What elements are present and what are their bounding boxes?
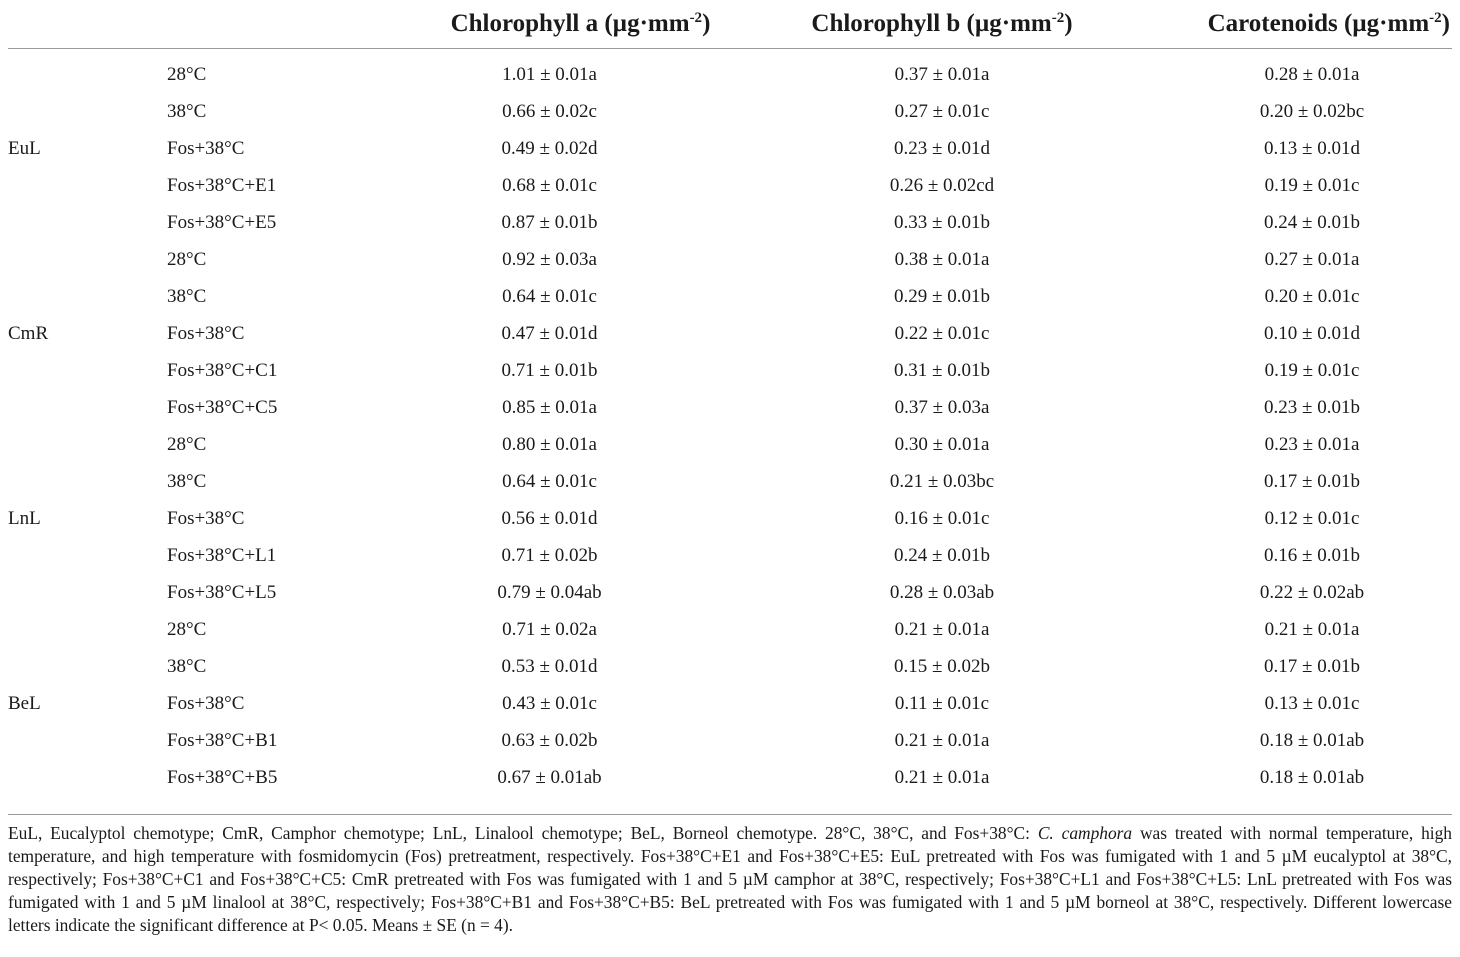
table-row xyxy=(8,574,1452,611)
table-row xyxy=(8,759,1452,804)
table-row xyxy=(8,93,1452,130)
cell-chlorophyll-a: 0.71 ± 0.01b xyxy=(501,359,598,381)
cell-treatment: 28°C xyxy=(167,618,207,640)
table-row xyxy=(8,611,1452,648)
cell-group xyxy=(8,611,167,648)
cell-carotenoids: 0.19 ± 0.01c xyxy=(1264,174,1360,196)
cell-group xyxy=(8,648,167,685)
cell-carotenoids: 0.17 ± 0.01b xyxy=(1264,470,1360,492)
cell-group: EuL xyxy=(8,137,41,159)
cell-treatment: 38°C xyxy=(167,470,207,492)
cell-chlorophyll-b: 0.21 ± 0.03bc xyxy=(889,470,995,492)
species-name: C. camphora xyxy=(1037,823,1133,843)
cell-chlorophyll-a: 1.01 ± 0.01a xyxy=(502,63,597,85)
cell-carotenoids: 0.19 ± 0.01c xyxy=(1264,359,1360,381)
table-row xyxy=(8,49,1452,94)
header-group xyxy=(8,0,167,49)
cell-treatment: Fos+38°C xyxy=(167,137,245,159)
cell-chlorophyll-b: 0.38 ± 0.01a xyxy=(894,248,990,270)
cell-chlorophyll-b: 0.21 ± 0.01a xyxy=(894,618,990,640)
cell-carotenoids: 0.13 ± 0.01c xyxy=(1264,692,1360,714)
cell-carotenoids: 0.17 ± 0.01b xyxy=(1264,655,1360,677)
cell-group: CmR xyxy=(8,322,49,344)
cell-treatment: Fos+38°C+C5 xyxy=(167,396,278,418)
cell-group xyxy=(8,278,167,315)
cell-chlorophyll-b: 0.28 ± 0.03ab xyxy=(889,581,995,603)
cell-chlorophyll-a: 0.87 ± 0.01b xyxy=(501,211,598,233)
table-row xyxy=(8,389,1452,426)
data-table-container xyxy=(8,0,1452,804)
cell-chlorophyll-b: 0.37 ± 0.03a xyxy=(894,396,990,418)
cell-chlorophyll-a: 0.64 ± 0.01c xyxy=(502,470,597,492)
cell-chlorophyll-b: 0.16 ± 0.01c xyxy=(894,507,990,529)
cell-treatment: 28°C xyxy=(167,248,207,270)
cell-chlorophyll-a: 0.71 ± 0.02a xyxy=(502,618,597,640)
cell-chlorophyll-a: 0.49 ± 0.02d xyxy=(501,137,598,159)
cell-chlorophyll-b: 0.29 ± 0.01b xyxy=(894,285,990,307)
cell-group xyxy=(8,537,167,574)
cell-chlorophyll-a: 0.66 ± 0.02c xyxy=(502,100,597,122)
cell-chlorophyll-a: 0.43 ± 0.01c xyxy=(502,692,597,714)
header-carotenoids: Carotenoids $(\mu g\cdot mm^{-2})$ xyxy=(1142,0,1452,49)
cell-chlorophyll-b: 0.37 ± 0.01a xyxy=(894,63,990,85)
cell-treatment: 38°C xyxy=(167,655,207,677)
cell-chlorophyll-a: 0.79 ± 0.04ab xyxy=(497,581,602,603)
table-row xyxy=(8,204,1452,241)
header-row xyxy=(8,0,1452,49)
cell-carotenoids: 0.23 ± 0.01b xyxy=(1264,396,1360,418)
cell-treatment: 28°C xyxy=(167,433,207,455)
cell-group xyxy=(8,204,167,241)
cell-chlorophyll-b: 0.31 ± 0.01b xyxy=(894,359,990,381)
cell-chlorophyll-b: 0.22 ± 0.01c xyxy=(894,322,990,344)
cell-chlorophyll-b: 0.11 ± 0.01c xyxy=(894,692,990,714)
header-treatment xyxy=(167,0,357,49)
cell-group xyxy=(8,352,167,389)
cell-group xyxy=(8,93,167,130)
cell-chlorophyll-b: 0.23 ± 0.01d xyxy=(894,137,990,159)
table-row xyxy=(8,426,1452,463)
cell-carotenoids: 0.28 ± 0.01a xyxy=(1264,63,1360,85)
cell-carotenoids: 0.22 ± 0.02ab xyxy=(1259,581,1365,603)
cell-group xyxy=(8,463,167,500)
cell-chlorophyll-a: 0.80 ± 0.01a xyxy=(502,433,597,455)
table-bottom-rule xyxy=(8,814,1452,815)
cell-treatment: Fos+38°C+B1 xyxy=(167,729,278,751)
cell-carotenoids: 0.16 ± 0.01b xyxy=(1264,544,1360,566)
cell-treatment: Fos+38°C+L1 xyxy=(167,544,277,566)
cell-treatment: 28°C xyxy=(167,63,207,85)
cell-chlorophyll-b: 0.21 ± 0.01a xyxy=(894,766,990,788)
cell-chlorophyll-b: 0.15 ± 0.02b xyxy=(894,655,990,677)
cell-chlorophyll-a: 0.53 ± 0.01d xyxy=(501,655,598,677)
table-row xyxy=(8,167,1452,204)
table-row xyxy=(8,241,1452,278)
cell-chlorophyll-b: 0.26 ± 0.02cd xyxy=(889,174,995,196)
cell-group xyxy=(8,574,167,611)
cell-chlorophyll-a: 0.71 ± 0.02b xyxy=(501,544,598,566)
cell-chlorophyll-a: 0.92 ± 0.03a xyxy=(502,248,597,270)
cell-treatment: Fos+38°C xyxy=(167,692,245,714)
cell-carotenoids: 0.27 ± 0.01a xyxy=(1264,248,1360,270)
cell-chlorophyll-b: 0.30 ± 0.01a xyxy=(894,433,990,455)
cell-carotenoids: 0.18 ± 0.01ab xyxy=(1259,729,1365,751)
cell-chlorophyll-a: 0.56 ± 0.01d xyxy=(501,507,598,529)
cell-treatment: Fos+38°C xyxy=(167,507,245,529)
table-body xyxy=(8,49,1452,805)
table-row xyxy=(8,722,1452,759)
cell-chlorophyll-b: 0.21 ± 0.01a xyxy=(894,729,990,751)
cell-treatment: Fos+38°C+B5 xyxy=(167,766,278,788)
cell-chlorophyll-a: 0.63 ± 0.02b xyxy=(501,729,598,751)
cell-carotenoids: 0.20 ± 0.01c xyxy=(1264,285,1360,307)
cell-chlorophyll-a: 0.47 ± 0.01d xyxy=(501,322,598,344)
cell-chlorophyll-b: 0.33 ± 0.01b xyxy=(894,211,990,233)
cell-treatment: Fos+38°C+C1 xyxy=(167,359,278,381)
cell-chlorophyll-a: 0.64 ± 0.01c xyxy=(502,285,597,307)
cell-group xyxy=(8,426,167,463)
cell-group xyxy=(8,722,167,759)
cell-group: BeL xyxy=(8,692,41,714)
table-row xyxy=(8,130,1452,167)
cell-carotenoids: 0.23 ± 0.01a xyxy=(1264,433,1360,455)
cell-chlorophyll-a: 0.68 ± 0.01c xyxy=(502,174,597,196)
cell-chlorophyll-a: 0.85 ± 0.01a xyxy=(502,396,597,418)
cell-treatment: 38°C xyxy=(167,285,207,307)
cell-treatment: Fos+38°C+E5 xyxy=(167,211,277,233)
table-row xyxy=(8,463,1452,500)
cell-carotenoids: 0.13 ± 0.01d xyxy=(1264,137,1360,159)
cell-carotenoids: 0.18 ± 0.01ab xyxy=(1259,766,1365,788)
cell-chlorophyll-b: 0.27 ± 0.01c xyxy=(894,100,990,122)
table-row xyxy=(8,648,1452,685)
header-chlorophyll-a: Chlorophyll a $(\mu g\cdot mm^{-2})$ xyxy=(357,0,742,49)
cell-group xyxy=(8,241,167,278)
table-row xyxy=(8,685,1452,722)
table-footnote: EuL, Eucalyptol chemotype; CmR, Camphor chemotype; LnL, Linalool chemotype; BeL, Borneol chemotype. 28°C, 38°C, and Fos+38°C: C. camphora was treated with normal temperature, high temperature, and high temperature with fosmidomycin (Fos) pretreatment, respectively. Fos+38°C+E1 and Fos+38°C+E5: EuL pretreated with Fos was fumigated with 1 and 5 µM eucalyptol at 38°C, respectively; Fos+38°C+C1 and Fos+38°C+C5: CmR pretreated with Fos was fumigated with 1 and 5 µM camphor at 38°C, respectively; Fos+38°C+L1 and Fos+38°C+L5: LnL pretreated with Fos was fumigated with 1 and 5 µM linalool at 38°C, respectively; Fos+38°C+B1 and Fos+38°C+B5: BeL pretreated with Fos was fumigated with 1 and 5 µM borneol at 38°C, respectively. Different lowercase letters indicate the significant difference at P< 0.05. Means ± SE (n = 4). xyxy=(8,823,1452,935)
cell-group xyxy=(8,759,167,804)
cell-chlorophyll-b: 0.24 ± 0.01b xyxy=(894,544,990,566)
cell-group: LnL xyxy=(8,507,41,529)
table-row xyxy=(8,315,1452,352)
cell-carotenoids: 0.20 ± 0.02bc xyxy=(1259,100,1365,122)
table-row xyxy=(8,352,1452,389)
cell-group xyxy=(8,49,167,94)
cell-treatment: Fos+38°C xyxy=(167,322,245,344)
cell-treatment: Fos+38°C+E1 xyxy=(167,174,277,196)
cell-group xyxy=(8,167,167,204)
table-row xyxy=(8,278,1452,315)
pigment-table xyxy=(8,0,1452,804)
cell-treatment: 38°C xyxy=(167,100,207,122)
cell-treatment: Fos+38°C+L5 xyxy=(167,581,277,603)
header-chlorophyll-b: Chlorophyll b $(\mu g\cdot mm^{-2})$ xyxy=(742,0,1142,49)
cell-group xyxy=(8,389,167,426)
cell-carotenoids: 0.24 ± 0.01b xyxy=(1264,211,1360,233)
table-row xyxy=(8,537,1452,574)
table-row xyxy=(8,500,1452,537)
cell-carotenoids: 0.12 ± 0.01c xyxy=(1264,507,1360,529)
cell-chlorophyll-a: 0.67 ± 0.01ab xyxy=(497,766,602,788)
cell-carotenoids: 0.21 ± 0.01a xyxy=(1264,618,1360,640)
cell-carotenoids: 0.10 ± 0.01d xyxy=(1264,322,1360,344)
